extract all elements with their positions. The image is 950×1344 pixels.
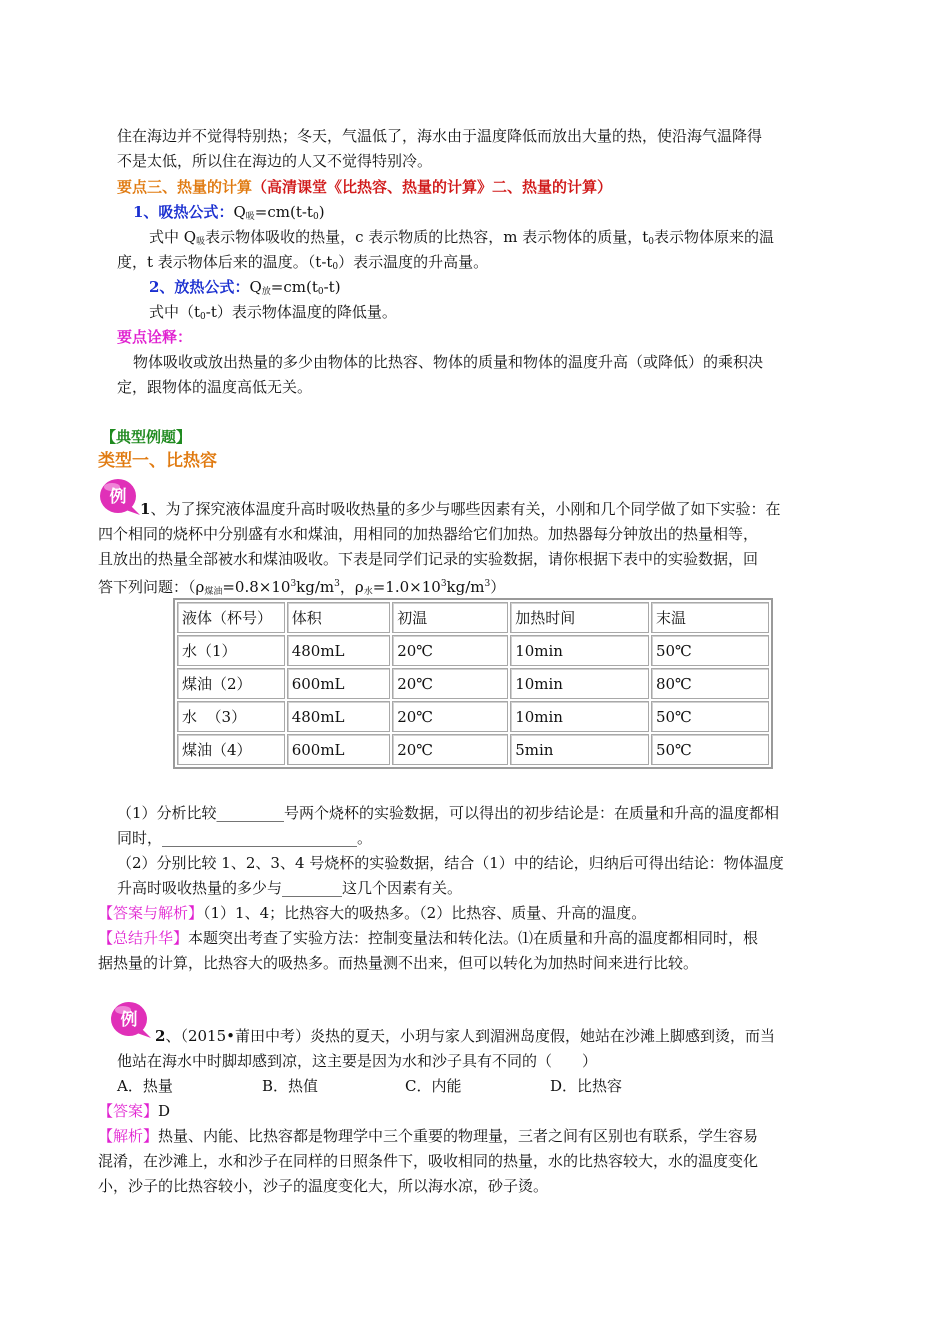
desc1-sub2: 0 [648, 237, 655, 247]
table-cell: 600mL [287, 734, 391, 765]
table-cell: 50℃ [651, 701, 769, 732]
table-row [177, 668, 769, 699]
q1-line-3: 且放出的热量全部被水和煤油吸收。下表是同学们记录的实验数据，请你根据下表中的实验数据，回 [98, 550, 759, 568]
release-sub: 放 [261, 287, 271, 297]
table-cell: 20℃ [392, 668, 508, 699]
table-row [177, 734, 769, 765]
absorb-eq: =cm(t-t [254, 203, 313, 221]
release-desc-sub: 0 [200, 312, 206, 322]
table-header-cell: 初温 [392, 602, 508, 633]
q2-analysis-line-1 [98, 1126, 758, 1146]
table-header-cell: 加热时间 [510, 602, 649, 633]
table-cell: 水 （3） [177, 701, 285, 732]
release-formula [149, 277, 341, 302]
q1-summary-line-1 [98, 928, 758, 948]
example-badge-icon [107, 998, 157, 1040]
table-cell: 10min [510, 668, 649, 699]
table-row [177, 635, 769, 666]
answer-tag: 【答案】 [98, 1102, 159, 1120]
q1-line-1 [140, 499, 780, 519]
svg-text:例: 例 [109, 487, 127, 507]
table-cell: 5min [510, 734, 649, 765]
absorb-q: Q [233, 203, 246, 221]
q2-line-2: 他站在海水中时脚却感到凉，这主要是因为水和沙子具有不同的（ ） [117, 1052, 598, 1070]
q1-sub2-line-2: 升高时吸收热量的多少与________这几个因素有关。 [117, 879, 463, 897]
absorb-eq-end: ) [318, 203, 325, 221]
absorb-desc-line-2 [117, 252, 488, 277]
answer-text: D [158, 1102, 171, 1120]
table-cell: 煤油（2） [177, 668, 285, 699]
q2-option-c: C．内能 [405, 1077, 462, 1095]
answer-tag: 【答案与解析】 [98, 904, 204, 922]
intro-line-1: 住在海边并不觉得特别热；冬天，气温低了，海水由于温度降低而放出大量的热，使沿海气温降得 [117, 127, 763, 145]
q1-summary-line-2: 据热量的计算，比热容大的吸热多。而热量测不出来，但可以转化为加热时间来进行比较。 [98, 954, 699, 972]
q2-analysis-line-3: 小，沙子的比热容较小，沙子的温度变化大，所以海水凉，砂子烫。 [98, 1177, 549, 1195]
absorb-eq-sub: 0 [312, 212, 319, 222]
desc2-sub: 0 [332, 262, 339, 272]
q2-text-1: 、（2015•莆田中考）炎热的夏天，小玥与家人到湄洲岛度假，她站在沙滩上脚感到烫，而当 [165, 1027, 775, 1045]
desc2-b: ）表示温度的升高量。 [338, 253, 489, 271]
section3-title [117, 177, 612, 197]
q1-text-1: 、为了探究液体温度升高时吸收热量的多少与哪些因素有关，小刚和几个同学做了如下实验：在 [150, 500, 781, 518]
desc1-b: 表示物体吸收的热量，c 表示物质的比热容，m 表示物体的质量，t [205, 228, 649, 246]
notes-label: 要点诠释： [117, 328, 193, 346]
notes-line-2: 定，跟物体的温度高低无关。 [117, 378, 313, 396]
table-cell: 煤油（4） [177, 734, 285, 765]
q1-l4-a: 答下列问题：（ρ [98, 578, 205, 596]
analysis-tag: 【解析】 [98, 1127, 159, 1145]
absorb-formula [133, 202, 325, 227]
table-header-cell: 液体（杯号） [177, 602, 285, 633]
table-header-row [177, 602, 769, 633]
table-cell: 20℃ [392, 734, 508, 765]
q1-l4-sup3: 3 [440, 579, 447, 589]
desc1-sub: 吸 [196, 237, 206, 247]
table-header-cell: 体积 [287, 602, 391, 633]
absorb-label: 1、吸热公式： [133, 203, 234, 221]
analysis-text-1: 热量、内能、比热容都是物理学中三个重要的物理量，三者之间有区别也有联系，学生容易 [158, 1127, 759, 1145]
examples-header: 【典型例题】 [101, 428, 192, 446]
svg-text:例: 例 [120, 1010, 138, 1030]
desc1-a: 式中 Q [149, 228, 197, 246]
table-cell: 10min [510, 701, 649, 732]
notes-line-1: 物体吸收或放出热量的多少由物体的比热容、物体的质量和物体的温度升高（或降低）的乘积决 [133, 353, 764, 371]
desc2-a: 度，t 表示物体后来的温度。（t-t [117, 253, 333, 271]
absorb-desc-line-1 [149, 227, 774, 252]
experiment-table [173, 598, 773, 769]
q1-sub2-line-1: （2）分别比较 1、2、3、4 号烧杯的实验数据，结合（1）中的结论，归纳后可得出结论：物体温度 [117, 854, 784, 872]
table-cell: 50℃ [651, 734, 769, 765]
q1-sub1-line-1: （1）分析比较_________号两个烧杯的实验数据，可以得出的初步结论是：在质量和升高的温度都相 [117, 804, 780, 822]
release-desc-b: -t）表示物体温度的降低量。 [205, 303, 397, 321]
summary-text-1: 本题突出考查了实验方法：控制变量法和转化法。⑴在质量和升高的温度都相同时，根 [188, 929, 759, 947]
q1-l4-sub2: 水 [363, 587, 373, 597]
release-eq-sub: 0 [317, 287, 324, 297]
q2-number: 2 [155, 1027, 166, 1045]
q2-line-1 [155, 1026, 775, 1046]
q2-option-b: B．热值 [262, 1077, 319, 1095]
absorb-sub: 吸 [245, 212, 255, 222]
table-cell: 80℃ [651, 668, 769, 699]
summary-tag: 【总结升华】 [98, 929, 189, 947]
q1-l4-f: kg/m [446, 578, 485, 596]
example-badge-icon [96, 475, 146, 517]
table-cell: 20℃ [392, 701, 508, 732]
q2-option-a: A．热量 [117, 1077, 173, 1095]
q1-l4-g: ） [490, 578, 506, 596]
table-cell: 480mL [287, 701, 391, 732]
q1-answer [98, 903, 646, 923]
table-cell: 10min [510, 635, 649, 666]
desc1-c: 表示物体原来的温 [654, 228, 775, 246]
table-cell: 480mL [287, 635, 391, 666]
release-label: 2、放热公式： [149, 278, 250, 296]
q1-l4-b: =0.8×10 [222, 578, 291, 596]
type1-title: 类型一、比热容 [98, 451, 217, 471]
release-desc [149, 302, 397, 327]
q1-l4-d: ，ρ [339, 578, 364, 596]
answer-text: （1）1、4；比热容大的吸热多。（2）比热容、质量、升高的温度。 [203, 904, 647, 922]
release-desc-a: 式中（t [149, 303, 201, 321]
release-eq-end: -t) [323, 278, 341, 296]
q2-analysis-line-2: 混淆，在沙滩上，水和沙子在同样的日照条件下，吸收相同的热量，水的比热容较大，水的温度变化 [98, 1152, 759, 1170]
table-header-cell: 末温 [651, 602, 769, 633]
q1-l4-sup2: 3 [334, 579, 340, 589]
q1-number: 1 [140, 500, 151, 518]
q1-l4-sub1: 煤油 [204, 587, 223, 597]
release-q: Q [249, 278, 262, 296]
table-row [177, 701, 769, 732]
q1-l4-c: kg/m [296, 578, 335, 596]
q1-l4-sup4: 3 [484, 579, 491, 589]
section3-title-ref: （高清课堂《比热容、热量的计算》二、热量的计算） [252, 178, 613, 196]
q1-sub1-line-2: 同时，__________________________。 [117, 829, 373, 847]
table-cell: 20℃ [392, 635, 508, 666]
table-cell: 600mL [287, 668, 391, 699]
q1-l4-e: =1.0×10 [372, 578, 441, 596]
q2-answer [98, 1101, 170, 1121]
q1-line-2: 四个相同的烧杯中分别盛有水和煤油，用相同的加热器给它们加热。加热器每分钟放出的热量相等， [98, 525, 759, 543]
q1-l4-sup1: 3 [290, 579, 297, 589]
section3-title-main: 要点三、热量的计算 [117, 178, 253, 196]
table-cell: 水（1） [177, 635, 285, 666]
table-cell: 50℃ [651, 635, 769, 666]
intro-line-2: 不是太低，所以住在海边的人又不觉得特别冷。 [117, 152, 433, 170]
q2-option-d: D．比热容 [550, 1077, 623, 1095]
release-eq: =cm(t [270, 278, 318, 296]
